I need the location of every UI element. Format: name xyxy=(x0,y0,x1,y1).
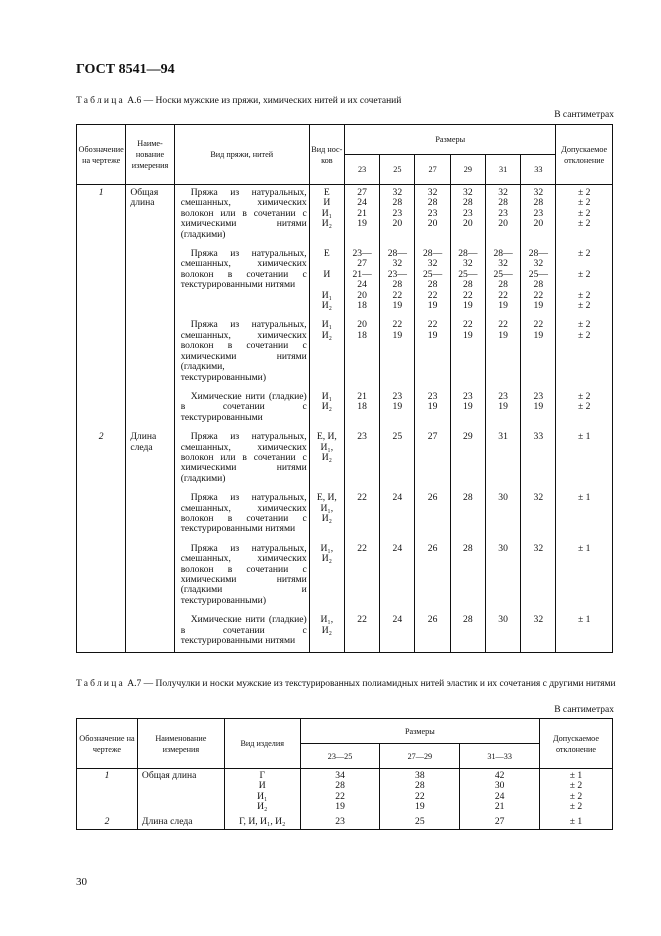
size-header-cell: 33 xyxy=(521,155,556,185)
table-row xyxy=(77,769,613,815)
page-number: 30 xyxy=(76,876,87,888)
measure-code xyxy=(77,612,126,653)
sock-kinds: И₁ И₂ xyxy=(309,389,344,429)
size-value: 32 xyxy=(521,541,556,612)
measure-name xyxy=(126,389,174,429)
size-value: 27 24 21 19 xyxy=(344,185,379,247)
size-value: 34 28 22 19 xyxy=(300,769,380,815)
tolerance: ± 2 ± 2 ± 2 ± 2 xyxy=(556,246,613,317)
table-row xyxy=(77,317,613,388)
table-row xyxy=(77,185,613,247)
measure-code xyxy=(77,389,126,429)
tolerance: ± 2 ± 2 xyxy=(556,389,613,429)
size-header-cell: 27 xyxy=(415,155,450,185)
size-value: 33 xyxy=(521,429,556,490)
size-value: 22 19 xyxy=(450,317,485,388)
measure-code xyxy=(77,317,126,388)
measure-name xyxy=(126,541,174,612)
size-header-cell: 27—29 xyxy=(380,744,460,769)
yarn-cell xyxy=(174,429,309,490)
size-value: 25 xyxy=(380,815,460,830)
size-value: 28 xyxy=(450,490,485,541)
size-value: 22 xyxy=(344,612,379,653)
col-header-tolerance: Допускаемое отклонение xyxy=(540,719,613,769)
size-value: 28 xyxy=(450,541,485,612)
tolerance: ± 1 xyxy=(540,815,613,830)
yarn-type: Пряжа из натуральных, смешанных, химических волокон в сочетании с химическими нитями (гладкими, текстурированными) xyxy=(180,319,307,383)
size-header-cell: 25 xyxy=(380,155,415,185)
yarn-cell xyxy=(174,389,309,429)
size-value: 32 28 23 20 xyxy=(380,185,415,247)
measure-name xyxy=(126,612,174,653)
caption-text: А.6 — Носки мужские из пряжи, химических нитей и их сочетаний xyxy=(124,96,402,106)
measure-name xyxy=(126,490,174,541)
yarn-type: Пряжа из натуральных, смешанных, химических волокон или в сочетании с химическими нитями (гладкими) xyxy=(180,187,307,240)
table-a7-units: В сантиметрах xyxy=(554,705,614,715)
size-value: 28— 32 25— 28 22 19 xyxy=(415,246,450,317)
sock-kinds: Е И И₁ И₂ xyxy=(309,185,344,247)
tolerance: ± 1 ± 2 ± 2 ± 2 xyxy=(540,769,613,815)
size-value: 28 xyxy=(450,612,485,653)
table-row xyxy=(77,429,613,490)
size-value: 22 19 xyxy=(380,317,415,388)
size-value: 25 xyxy=(380,429,415,490)
table-row xyxy=(77,541,613,612)
size-value: 26 xyxy=(415,541,450,612)
measure-name xyxy=(126,246,174,317)
measure-code: 1 xyxy=(77,185,126,247)
document-header: ГОСТ 8541—94 xyxy=(76,62,175,77)
size-header-cell: 31—33 xyxy=(460,744,540,769)
col-header-code: Обозначение на чертеже xyxy=(77,125,126,185)
size-value: 26 xyxy=(415,490,450,541)
size-value: 32 xyxy=(521,612,556,653)
yarn-cell xyxy=(174,541,309,612)
size-value: 23— 27 21— 24 20 18 xyxy=(344,246,379,317)
yarn-cell xyxy=(174,612,309,653)
table-row xyxy=(77,815,613,830)
table-a6 xyxy=(76,124,613,653)
size-value: 32 xyxy=(521,490,556,541)
yarn-cell xyxy=(174,246,309,317)
size-value: 32 28 23 20 xyxy=(450,185,485,247)
caption-prefix: Таблица xyxy=(76,96,125,106)
col-header-code: Обозначение на чертеже xyxy=(77,719,138,769)
size-value: 23 19 xyxy=(415,389,450,429)
table-a6-caption xyxy=(76,95,401,107)
size-value: 32 28 23 20 xyxy=(415,185,450,247)
col-header-name: Наименование измерения xyxy=(126,125,174,185)
size-value: 28— 32 25— 28 22 19 xyxy=(485,246,520,317)
table-a6-units: В сантиметрах xyxy=(554,110,614,120)
size-value: 27 xyxy=(415,429,450,490)
yarn-type: Химические нити (гладкие) в сочетании с текстурированными xyxy=(180,390,307,423)
size-value: 24 xyxy=(380,490,415,541)
table-row xyxy=(77,612,613,653)
measure-code xyxy=(77,490,126,541)
tolerance: ± 1 xyxy=(556,490,613,541)
size-value: 22 19 xyxy=(415,317,450,388)
size-value: 30 xyxy=(485,612,520,653)
col-header-tolerance: Допускаемое отклонение xyxy=(556,125,613,185)
col-header-sizes: Размеры xyxy=(300,719,539,744)
size-value: 28— 32 25— 28 22 19 xyxy=(521,246,556,317)
item-kinds: Г И И₁ И₂ xyxy=(224,769,300,815)
col-header-kind: Вид изделия xyxy=(224,719,300,769)
tolerance: ± 2 ± 2 ± 2 ± 2 xyxy=(556,185,613,247)
measure-code: 1 xyxy=(77,769,138,815)
size-value: 27 xyxy=(460,815,540,830)
table-row xyxy=(77,490,613,541)
yarn-cell xyxy=(174,317,309,388)
size-value: 30 xyxy=(485,541,520,612)
col-header-kind: Вид носков xyxy=(309,125,344,185)
size-value: 23 19 xyxy=(485,389,520,429)
table-a7-caption xyxy=(76,678,616,690)
yarn-type: Химические нити (гладкие) в сочетании с текстурированными нитями xyxy=(180,614,307,647)
col-header-sizes: Размеры xyxy=(344,125,556,155)
table-row xyxy=(77,389,613,429)
sock-kinds: И₁, И₂ xyxy=(309,541,344,612)
yarn-type: Пряжа из натуральных, смешанных, химических волокон в сочетании с текстурированными нитями xyxy=(180,492,307,535)
measure-code: 2 xyxy=(77,429,126,490)
size-value: 26 xyxy=(415,612,450,653)
size-value: 32 28 23 20 xyxy=(485,185,520,247)
size-header-cell: 23 xyxy=(344,155,379,185)
size-header-cell: 31 xyxy=(485,155,520,185)
size-value: 22 19 xyxy=(485,317,520,388)
size-value: 23 19 xyxy=(380,389,415,429)
table-row xyxy=(77,246,613,317)
size-value: 38 28 22 19 xyxy=(380,769,460,815)
yarn-type: Пряжа из натуральных, смешанных, химических волокон в сочетании с текстурированными нитями xyxy=(180,248,307,291)
size-value: 23 19 xyxy=(521,389,556,429)
measure-code xyxy=(77,541,126,612)
sock-kinds: И₁ И₂ xyxy=(309,317,344,388)
sock-kinds: Е И И₁ И₂ xyxy=(309,246,344,317)
sock-kinds: Е, И, И₁, И₂ xyxy=(309,429,344,490)
item-kinds: Г, И, И₁, И₂ xyxy=(224,815,300,830)
size-value: 22 xyxy=(344,541,379,612)
measure-name xyxy=(126,317,174,388)
col-header-yarn: Вид пряжи, нитей xyxy=(174,125,309,185)
size-value: 24 xyxy=(380,612,415,653)
measure-name: Длина следа xyxy=(126,429,174,490)
size-value: 23 19 xyxy=(450,389,485,429)
measure-name: Общая длина xyxy=(137,769,224,815)
size-value: 20 18 xyxy=(344,317,379,388)
yarn-type: Пряжа из натуральных, смешанных, химических волокон или в сочетании с химическими нитями (гладкими) xyxy=(180,431,307,484)
col-header-name: Наименование измерения xyxy=(137,719,224,769)
caption-text: А.7 — Получулки и носки мужские из текстурированных полиамидных нитей эластик и их сочетания с другими нитями xyxy=(124,679,616,689)
size-value: 23 xyxy=(344,429,379,490)
size-value: 42 30 24 21 xyxy=(460,769,540,815)
size-value: 28— 32 23— 28 22 19 xyxy=(380,246,415,317)
size-value: 22 xyxy=(344,490,379,541)
measure-name: Длина следа xyxy=(137,815,224,830)
table-a7 xyxy=(76,718,613,830)
size-value: 31 xyxy=(485,429,520,490)
yarn-cell xyxy=(174,185,309,247)
sock-kinds: И₁, И₂ xyxy=(309,612,344,653)
tolerance: ± 2 ± 2 xyxy=(556,317,613,388)
size-value: 23 xyxy=(300,815,380,830)
measure-code xyxy=(77,246,126,317)
sock-kinds: Е, И, И₁, И₂ xyxy=(309,490,344,541)
size-value: 28— 32 25— 28 22 19 xyxy=(450,246,485,317)
tolerance: ± 1 xyxy=(556,429,613,490)
size-header-cell: 23—25 xyxy=(300,744,380,769)
yarn-cell xyxy=(174,490,309,541)
yarn-type: Пряжа из натуральных, смешанных, химических волокон в сочетании с химическими нитями (гладкими и текстурированными) xyxy=(180,542,307,606)
size-header-cell: 29 xyxy=(450,155,485,185)
measure-code: 2 xyxy=(77,815,138,830)
tolerance: ± 1 xyxy=(556,541,613,612)
size-value: 22 19 xyxy=(521,317,556,388)
measure-name: Общая длина xyxy=(126,185,174,247)
tolerance: ± 1 xyxy=(556,612,613,653)
caption-prefix: Таблица xyxy=(76,679,125,689)
size-value: 24 xyxy=(380,541,415,612)
size-value: 30 xyxy=(485,490,520,541)
size-value: 21 18 xyxy=(344,389,379,429)
size-value: 29 xyxy=(450,429,485,490)
size-value: 32 28 23 20 xyxy=(521,185,556,247)
